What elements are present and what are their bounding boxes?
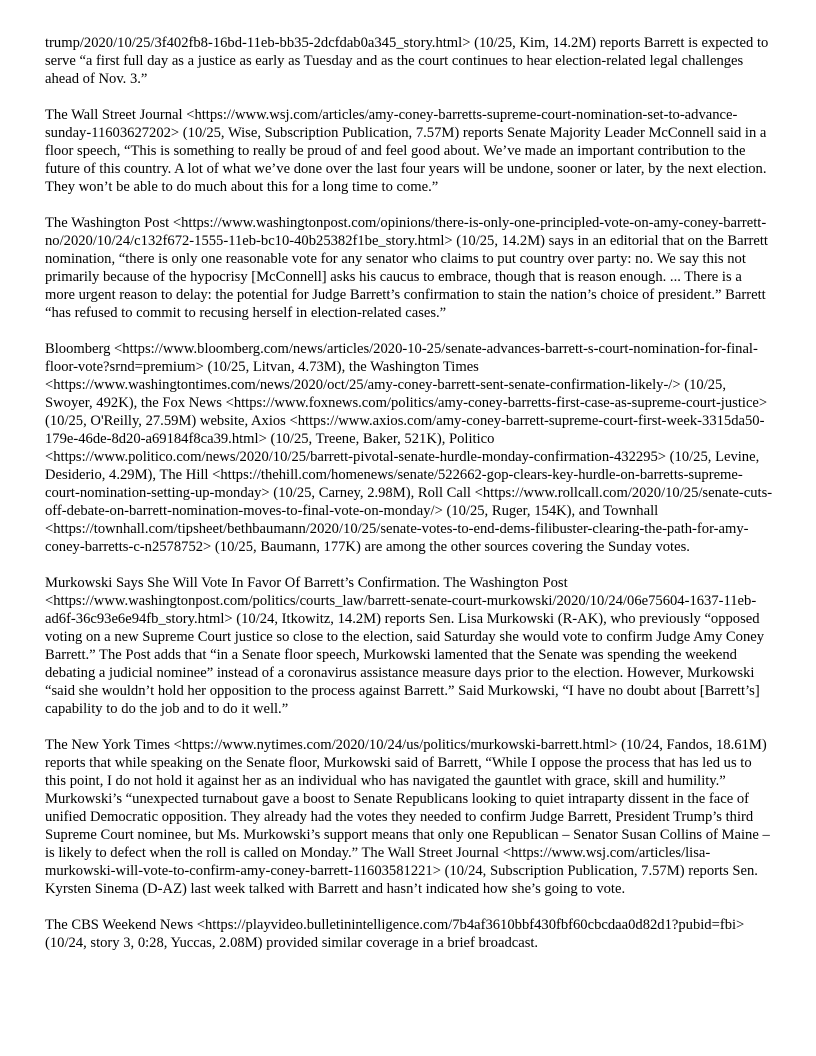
paragraph-wsj-mcconnell: The Wall Street Journal <https://www.wsj.com/articles/amy-coney-barretts-supreme-court-nomination-set-to-advance-sunday-11603627202> (10/25, Wise, Subscription Publication, 7.57M) reports Senate Majority Leader McConnell said in a floor speech, “This is something to really be proud of and feel good about. We’ve made an important contribution to the future of this country. A lot of what we’ve done over the last four years will be undone, sooner or later, by the next election. They won’t be able to do much about this for a long time to come.” xyxy=(45,107,767,195)
paragraph-barrett-first-day: trump/2020/10/25/3f402fb8-16bd-11eb-bb35-2dcfdab0a345_story.html> (10/25, Kim, 14.2M) reports Barrett is expected to serve “a first full day as a justice as early as Tuesday and as the court continues to hear election-related legal challenges ahead of Nov. 3.” xyxy=(45,35,769,87)
paragraph-other-sources: Bloomberg <https://www.bloomberg.com/news/articles/2020-10-25/senate-advances-barrett-s-court-nomination-for-final-floor-vote?srnd=premium> (10/25, Litvan, 4.73M), the Washington Times <https://www.washingtontimes.com/news/2020/oct/25/amy-coney-barrett-sent-senate-confirmation-likely-/> (10/25, Swoyer, 492K), the Fox News <https://www.foxnews.com/politics/amy-coney-barretts-first-case-as-supreme-court-justice> (10/25, O'Reilly, 27.59M) website, Axios <https://www.axios.com/amy-coney-barrett-supreme-court-first-week-3315da50-179e-46de-8d20-a69184f8ca39.html> (10/25, Treene, Baker, 521K), Politico <https://www.politico.com/news/2020/10/25/barrett-pivotal-senate-hurdle-monday-confirmation-432295> (10/25, Levine, Desiderio, 4.29M), The Hill <https://thehill.com/homenews/senate/522662-gop-clears-key-hurdle-on-barretts-supreme-court-nomination-setting-up-monday> (10/25, Carney, 2.98M), Roll Call <https://www.rollcall.com/2020/10/25/senate-cuts-off-debate-on-barrett-nomination-moves-to-final-vote-on-monday/> (10/25, Ruger, 154K), and Townhall <https://townhall.com/tipsheet/bethbaumann/2020/10/25/senate-votes-to-end-dems-filibuster-clearing-the-path-for-amy-coney-barretts-c-n2578752> (10/25, Baumann, 177K) are among the other sources covering the Sunday votes. xyxy=(45,341,773,555)
paragraph-murkowski-vote: Murkowski Says She Will Vote In Favor Of Barrett’s Confirmation. The Washington Post <https://www.washingtonpost.com/politics/courts_law/barrett-senate-court-murkowski/2020/10/24/06e75604-1637-11eb-ad6f-36c93e6e94fb_story.html> (10/24, Itkowitz, 14.2M) reports Sen. Lisa Murkowski (R-AK), who previously “opposed voting on a new Supreme Court justice so close to the election, said Saturday she would vote to confirm Judge Amy Coney Barrett.” The Post adds that “in a Senate floor speech, Murkowski lamented that the Senate was spending the weekend debating a judicial nominee” instead of a coronavirus assistance measure days prior to the election. However, Murkowski “said she wouldn’t hold her opposition to the process against Barrett.” Said Murkowski, “I have no doubt about [Barrett’s] capability to do the job and to do it well.” xyxy=(45,575,765,717)
paragraph-nyt-murkowski: The New York Times <https://www.nytimes.com/2020/10/24/us/politics/murkowski-barrett.html> (10/24, Fandos, 18.61M) reports that while speaking on the Senate floor, Murkowski said of Barrett, “While I oppose the process that has led us to this point, I do not hold it against her as an individual who has navigated the gauntlet with grace, skill and humility.” Murkowski’s “unexpected turnabout gave a boost to Senate Republicans looking to quiet intraparty dissent in the face of unified Democratic opposition. They already had the votes they needed to confirm Judge Barrett, President Trump’s third Supreme Court nominee, but Ms. Murkowski’s support means that only one Republican – Senator Susan Collins of Maine – is likely to defect when the roll is called on Monday.” The Wall Street Journal <https://www.wsj.com/articles/lisa-murkowski-will-vote-to-confirm-amy-coney-barrett-11603581221> (10/24, Subscription Publication, 7.57M) reports Sen. Kyrsten Sinema (D-AZ) last week talked with Barrett and hasn’t indicated how she’s going to vote. xyxy=(45,737,770,897)
document-body xyxy=(45,34,773,970)
paragraph-cbs-coverage: The CBS Weekend News <https://playvideo.bulletinintelligence.com/7b4af3610bbf430fbf60cbcdaa0d82d1?pubid=fbi> (10/24, story 3, 0:28, Yuccas, 2.08M) provided similar coverage in a brief broadcast. xyxy=(45,917,745,951)
paragraph-wapo-editorial: The Washington Post <https://www.washingtonpost.com/opinions/there-is-only-one-principled-vote-on-amy-coney-barrett-no/2020/10/24/c132f672-1555-11eb-bc10-40b25382f1be_story.html> (10/25, 14.2M) says in an editorial that on the Barrett nomination, “there is only one reasonable vote for any senator who claims to put country over party: no. We say this not primarily because of the hypocrisy [McConnell] asks his caucus to embrace, though that is reason enough. ... There is a more urgent reason to delay: the potential for Judge Barrett’s confirmation to stain the nation’s choice of president.” Barrett “has refused to commit to recusing herself in election-related cases.” xyxy=(45,215,768,321)
